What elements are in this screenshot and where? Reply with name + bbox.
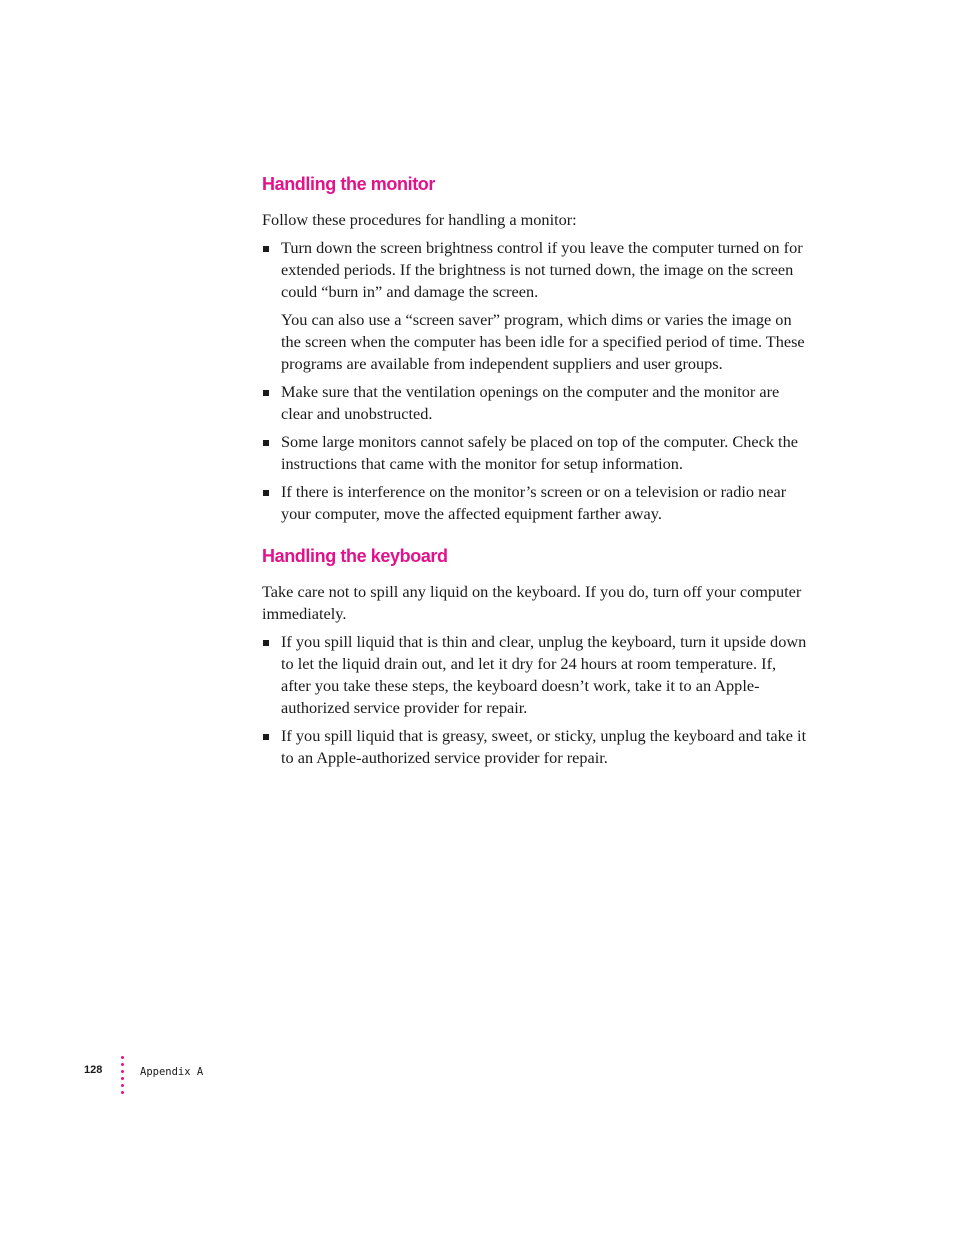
- list-item: [262, 631, 807, 719]
- list-item-text: Turn down the screen brightness control if you leave the computer turned on for extended periods. If the brightness is not turned down, the image on the screen could “burn in” and damage the screen.: [281, 238, 803, 301]
- page-content: [262, 172, 807, 775]
- monitor-bullet-list: [262, 237, 807, 525]
- square-bullet-icon: [263, 390, 269, 396]
- square-bullet-icon: [263, 246, 269, 252]
- list-item: [262, 725, 807, 769]
- footer-section-label: Appendix A: [140, 1066, 204, 1078]
- list-item-text: If you spill liquid that is greasy, sweet, or sticky, unplug the keyboard and take it to an Apple-authorized service provider for repair.: [281, 726, 807, 767]
- dotted-divider-icon: [121, 1056, 125, 1094]
- list-item-text: If you spill liquid that is thin and clear, unplug the keyboard, turn it upside down to let the liquid drain out, and let it dry for 24 hours at room temperature. If, after you take these steps, the keyboard doesn’t work, take it to an Apple-authorized service provider for repair.: [281, 632, 807, 717]
- list-item-text: You can also use a “screen saver” program, which dims or varies the image on the screen when the computer has been idle for a specified period of time. These programs are available from independent suppliers and user groups.: [281, 310, 805, 373]
- list-item-text: Make sure that the ventilation openings on the computer and the monitor are clear and unobstructed.: [281, 382, 780, 423]
- page-number: 128: [84, 1064, 103, 1076]
- keyboard-bullet-list: [262, 631, 807, 769]
- section-intro-keyboard: Take care not to spill any liquid on the keyboard. If you do, turn off your computer immediately.: [262, 582, 802, 623]
- list-item: [262, 431, 807, 475]
- section-heading-keyboard: Handling the keyboard: [262, 546, 448, 566]
- square-bullet-icon: [263, 640, 269, 646]
- square-bullet-icon: [263, 440, 269, 446]
- list-item: [262, 237, 807, 375]
- section-intro-monitor: Follow these procedures for handling a monitor:: [262, 210, 577, 229]
- list-item: [262, 381, 807, 425]
- square-bullet-icon: [263, 734, 269, 740]
- list-item-text: If there is interference on the monitor’s screen or on a television or radio near your computer, move the affected equipment farther away.: [281, 482, 787, 523]
- section-heading-monitor: Handling the monitor: [262, 174, 435, 194]
- square-bullet-icon: [263, 490, 269, 496]
- list-item-text: Some large monitors cannot safely be placed on top of the computer. Check the instructions that came with the monitor for setup information.: [281, 432, 798, 473]
- list-item: [262, 481, 807, 525]
